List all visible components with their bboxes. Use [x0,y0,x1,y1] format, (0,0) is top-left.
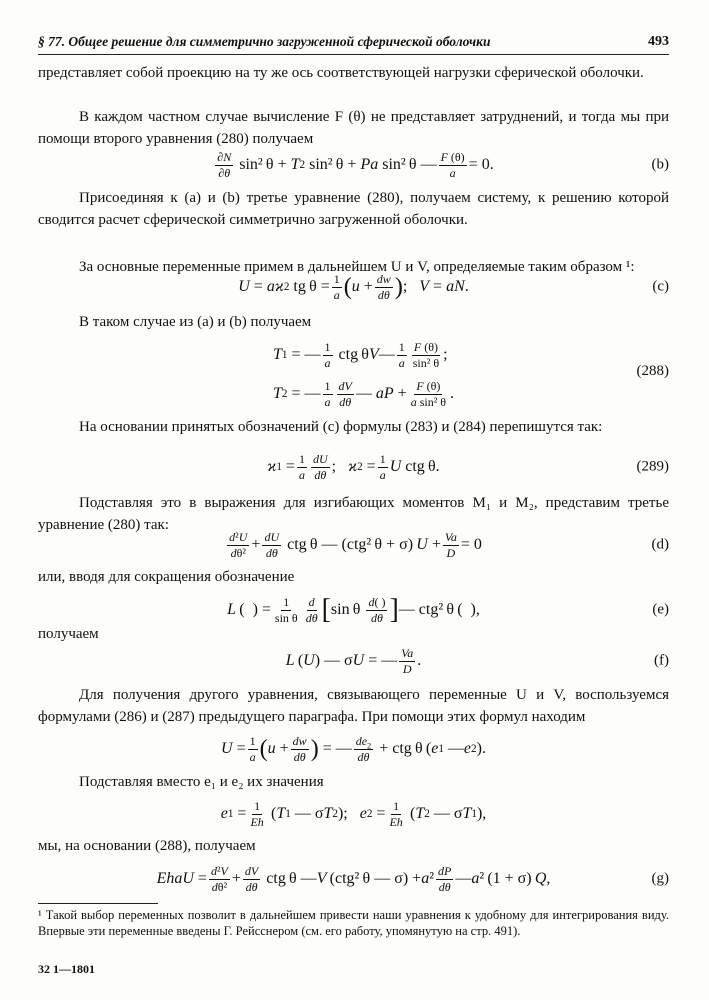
equation-b: $\frac{\partial N}{\partial\theta}$ sin² θ + T 2 sin² θ + Pa sin² θ — $\frac{F (\theta)}{a}$ = 0. (b) [217,149,669,180]
header-rule [38,54,669,55]
equation-label: (288) [636,363,669,379]
equation-label: (g) [651,870,669,887]
paragraph: Подставляя это в выражения для изгибающих моментов M₁ и M₂, представим третье уравнение (280) так: [38,495,669,534]
equation-288: T 1 = — $\frac{1}{a}$ ctg θ V — $\frac{1}{a}$ $\frac{F (\theta)}{\text{sin² θ}}$ ; T 2 = — $\frac{1}{a}$ $\frac{dV}{d\theta}$ — aP + $\frac{F (\theta)}{\text{a sin² θ}}$ . (288) [273,339,669,409]
equation-e: L ( ) = $\frac{1}{\text{sin θ}}$ $\frac{d}{d\theta}$ [ sin θ $\frac{d( )}{d\theta}$ ] — ctg² θ ( ), (e) [227,594,669,625]
paragraph: В таком случае из (a) и (b) получаем [79,314,312,330]
footnote: ¹ Такой выбор переменных позволит в дальнейшем привести наши уравнения к удобному для интегрирования виду. Впервые эти переменные введены Г. Рейсснером (см. его работу, упомянутую на стр. 491). [38,908,669,938]
paragraph: За основные переменные примем в дальнейшем U и V, определяемые таким образом ¹: [79,259,635,275]
footnote-rule [38,903,158,904]
equation-f: L ( U ) — σ U = — $\frac{Va}{D}$ . (f) [285,645,669,676]
equation-label: (289) [636,458,669,475]
equation-label: (e) [652,601,669,618]
paragraph: Присоединяя к (a) и (b) третье уравнение (280), получаем систему, к решению которой сводится расчет сферической симметрично загруженной оболочки. [38,190,669,229]
equation-label: (b) [651,156,669,173]
page-number: 493 [648,34,669,49]
equation-289: ϰ 1 = $\frac{1}{a}$ $\frac{dU}{d\theta}$ ; ϰ 2 = $\frac{1}{a}$ U ctg θ. (289) [267,451,669,482]
printer-signature: 32 1—1801 [38,962,95,976]
equation-e1-e2: e 1 = $\frac{1}{Eh}$ ( T 1 — σ T 2 ); e 2 = $\frac{1}{Eh}$ ( T 2 — σ T 1 ), [220,798,487,829]
equation-label: (f) [654,652,669,669]
running-header [38,34,669,54]
paragraph: получаем [38,626,99,642]
paragraph: Подставляя вместо e₁ и e₂ их значения [79,774,324,790]
equation-label: (d) [651,536,669,553]
paragraph: мы, на основании (288), получаем [38,838,256,854]
equation-u: U = $\frac{1}{a}$ ( u + $\frac{dw}{d\theta}$ ) = — $\frac{de_2}{d\theta}$ + ctg θ ( e 1 — e 2 ). [221,733,486,764]
paragraph: представляет собой проекцию на ту же ось соответствующей нагрузки сферической оболочки. [38,65,644,81]
equation-g: EhaU = $\frac{\text{d²V}}{\text{dθ²}}$ + $\frac{dV}{d\theta}$ ctg θ — V (ctg² θ — σ) + a ² $\frac{dP}{d\theta}$ — a ² (1 + σ) Q , (g) [156,863,669,894]
paragraph: На основании принятых обозначений (c) формулы (283) и (284) перепишутся так: [79,419,603,435]
section-title: § 77. Общее решение для симметрично загруженной сферической оболочки [38,34,491,49]
equation-label: (c) [652,278,669,295]
equation-d: $\frac{\text{d²U}}{\text{dθ²}}$ + $\frac{dU}{d\theta}$ ctg θ — (ctg² θ + σ) U + $\frac{Va}{D}$ = 0 (d) [229,529,669,560]
equation-c: U = aϰ 2 tg θ = $\frac{1}{a}$ ( u + $\frac{dw}{d\theta}$ ) ; V = aN . (c) [238,271,669,302]
paragraph: В каждом частном случае вычисление F (θ) не представляет затруднений, и тогда мы при помощи второго уравнения (280) получаем [38,109,669,148]
paragraph: или, вводя для сокращения обозначение [38,569,295,585]
paragraph: Для получения другого уравнения, связывающего переменные U и V, воспользуемся формулами (286) и (287) предыдущего параграфа. При помощи этих формул находим [38,687,669,726]
